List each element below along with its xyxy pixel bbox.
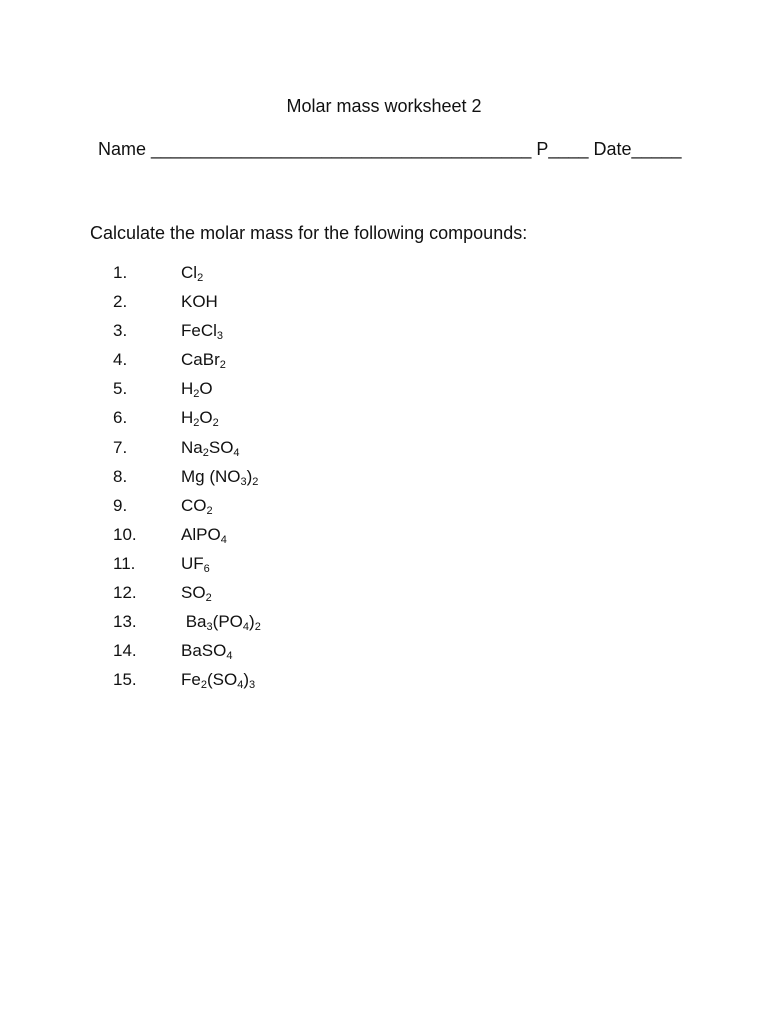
formula-text: FeCl <box>181 321 217 341</box>
list-item <box>0 493 768 522</box>
compound-formula <box>181 318 223 344</box>
item-number: 3. <box>113 321 128 341</box>
compound-formula <box>181 376 213 402</box>
name-period-date-line: Name ______________________________________ P____ Date_____ <box>98 139 682 159</box>
formula-subscript: 4 <box>226 650 233 663</box>
formula-subscript: 2 <box>193 388 200 401</box>
formula-subscript: 3 <box>206 621 213 634</box>
formula-subscript: 2 <box>254 621 261 634</box>
item-number: 2. <box>113 292 128 312</box>
formula-subscript: 3 <box>249 679 256 692</box>
compound-formula <box>181 493 213 519</box>
list-item <box>0 405 768 434</box>
formula-subscript: 2 <box>206 504 213 517</box>
list-item <box>0 551 768 580</box>
formula-subscript: 2 <box>252 475 259 488</box>
formula-text: Fe <box>181 670 201 690</box>
item-number: 14. <box>113 641 137 661</box>
compound-formula <box>181 580 212 606</box>
formula-text: Cl <box>181 263 198 282</box>
list-item <box>0 609 768 638</box>
compound-formula <box>181 289 218 315</box>
compound-formula <box>181 405 219 431</box>
worksheet-title: Molar mass worksheet 2 <box>286 96 482 116</box>
formula-subscript: 3 <box>216 330 224 343</box>
formula-text: CaBr <box>181 350 220 370</box>
formula-text: SO <box>208 437 234 457</box>
formula-text: H <box>181 379 194 399</box>
item-number: 15. <box>113 670 137 690</box>
formula-subscript: 4 <box>233 446 240 459</box>
compound-formula <box>181 638 232 664</box>
compound-formula <box>181 551 210 577</box>
formula-text: H <box>181 408 194 428</box>
formula-subscript: 4 <box>237 679 244 692</box>
formula-text: ) <box>243 670 249 690</box>
formula-subscript: 2 <box>212 417 219 430</box>
formula-text: (SO <box>206 670 238 690</box>
item-number: 7. <box>113 437 128 457</box>
list-item <box>0 464 768 493</box>
formula-subscript: 6 <box>203 562 210 575</box>
formula-subscript: 2 <box>197 272 204 284</box>
item-number: 5. <box>113 379 128 399</box>
item-number: 4. <box>113 350 128 370</box>
list-item <box>0 260 768 289</box>
item-number: 1. <box>113 263 128 282</box>
formula-text: Ba <box>181 612 207 632</box>
item-number: 11. <box>113 553 136 573</box>
formula-text: CO <box>181 495 207 515</box>
list-item <box>0 638 768 667</box>
formula-text: Na <box>181 437 203 457</box>
compound-list <box>0 260 768 696</box>
formula-text: ) <box>246 466 253 486</box>
formula-text: (PO <box>212 612 243 632</box>
list-item <box>0 435 768 464</box>
formula-text: O <box>199 379 213 399</box>
formula-text: SO <box>181 583 206 603</box>
formula-text: UF <box>181 553 204 573</box>
formula-text: BaSO <box>181 641 227 661</box>
compound-formula <box>181 609 261 635</box>
item-number: 8. <box>113 466 128 486</box>
list-item <box>0 522 768 551</box>
compound-formula <box>181 347 226 373</box>
formula-subscript: 2 <box>205 592 212 605</box>
formula-text: KOH <box>181 292 218 312</box>
formula-text: AlPO <box>181 524 221 544</box>
formula-subscript: 2 <box>202 446 209 459</box>
list-item <box>0 318 768 347</box>
list-item <box>0 667 768 696</box>
compound-formula <box>181 667 255 693</box>
formula-subscript: 2 <box>200 679 207 692</box>
formula-text: O <box>199 408 213 428</box>
formula-text: Mg (NO <box>181 466 241 486</box>
formula-subscript: 2 <box>193 417 200 430</box>
list-item <box>0 347 768 376</box>
list-item <box>0 289 768 318</box>
compound-formula <box>181 260 203 286</box>
item-number: 13. <box>113 612 137 632</box>
list-item <box>0 376 768 405</box>
item-number: 10. <box>113 524 137 544</box>
formula-subscript: 3 <box>240 475 247 488</box>
compound-formula <box>181 435 240 461</box>
item-number: 12. <box>113 583 137 603</box>
formula-subscript: 2 <box>219 359 226 372</box>
compound-formula <box>181 464 258 490</box>
compound-formula <box>181 522 227 548</box>
instructions-text: Calculate the molar mass for the following compounds: <box>90 223 528 243</box>
list-item <box>0 580 768 609</box>
formula-subscript: 4 <box>242 621 250 634</box>
formula-text: ) <box>249 612 255 632</box>
item-number: 9. <box>113 495 128 515</box>
item-number: 6. <box>113 408 128 428</box>
formula-subscript: 4 <box>220 533 227 546</box>
